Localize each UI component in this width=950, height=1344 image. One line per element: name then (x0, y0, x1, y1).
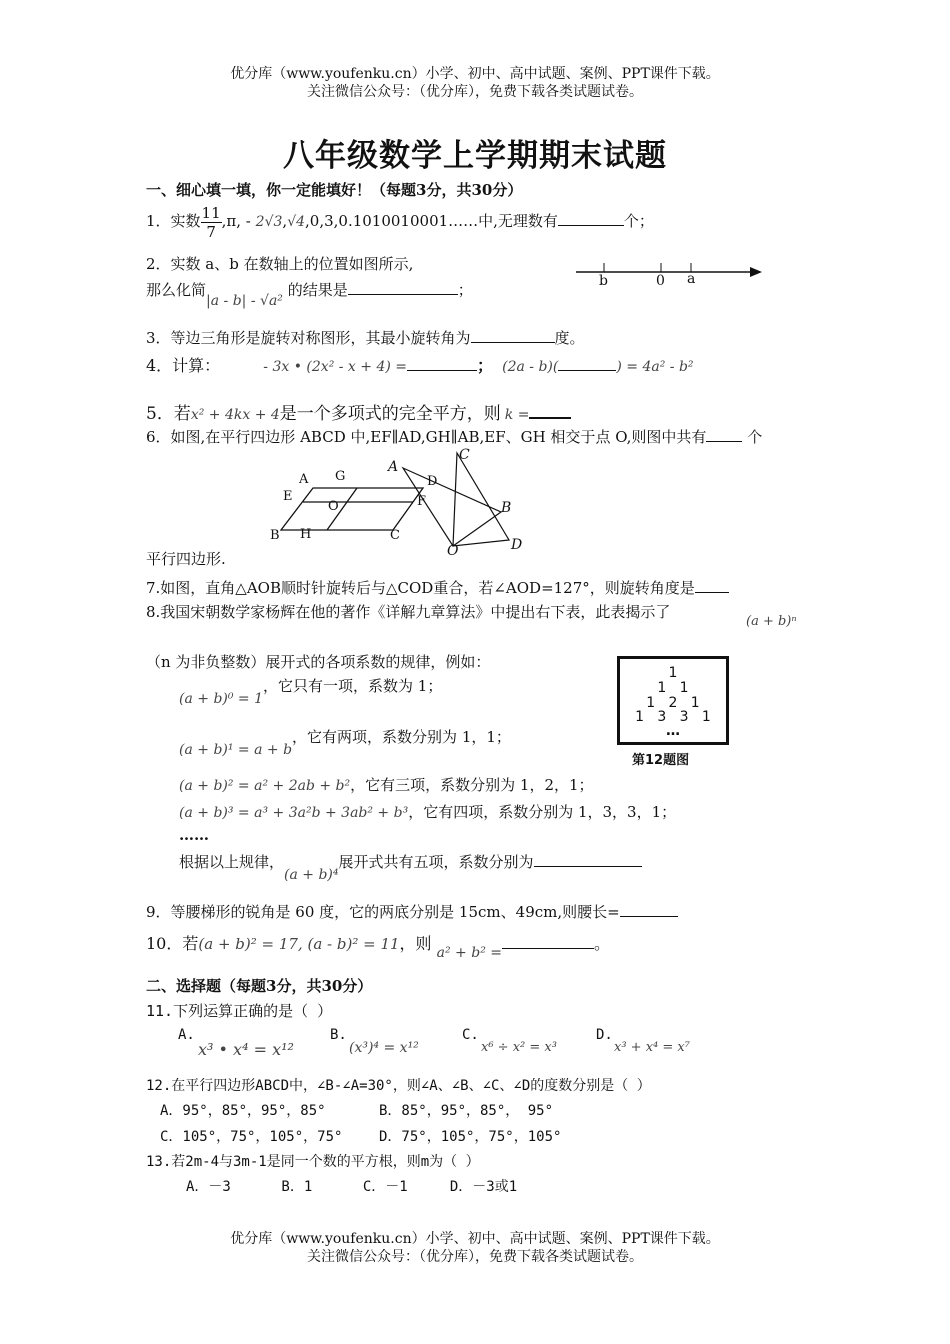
q11-option-b-label: B. (330, 1027, 347, 1043)
question-7: 7.如图，直角△AOB顺时针旋转后与△COD重合，若∠AOD=127°，则旋转角度是 (146, 577, 729, 598)
q12-option-b[interactable]: B．85°，95°，85°， 95° (379, 1103, 554, 1119)
footer-line-1: 优分库（www.youfenku.cn）小学、初中、高中试题、案例、PPT课件下载。 (230, 1231, 720, 1247)
figure12-caption: 第12题图 (632, 753, 690, 768)
question-2-line1: 2．实数 a、b 在数轴上的位置如图所示, (146, 255, 414, 273)
fig6-label-G: G (335, 469, 346, 484)
fig6-label-E: E (283, 489, 293, 504)
header-line-2: 关注微信公众号：（优分库），免费下载各类试题试卷。 (307, 84, 643, 100)
triangle-row-4: 1 3 3 1 (635, 709, 711, 725)
fig6-label-F: F (417, 494, 427, 509)
answer-blank-7[interactable] (695, 578, 729, 593)
q8-example-1: (a + b)¹ = a + b，它有两项，系数分别为 1，1； (179, 728, 511, 758)
question-6: 6．如图,在平行四边形 ABCD 中,EF∥AD,GH∥AB,EF、GH 相交于点 O,则图中共有 个 (146, 428, 763, 446)
question-10: 10．若(a + b)² = 17, (a - b)² = 11，则 a² + b² = 。 (146, 934, 611, 961)
triangle-aob (403, 468, 501, 546)
q11-option-d-label: D. (596, 1027, 613, 1043)
q11-option-c-label: C. (462, 1027, 479, 1043)
question-13: 13.若2m-4与3m-1是同一个数的平方根，则m为（ ） (146, 1154, 480, 1170)
answer-blank-8[interactable] (534, 852, 642, 867)
question-3: 3．等边三角形是旋转对称图形，其最小旋转角为 度。 (146, 329, 585, 347)
fig7-label-D: D (511, 537, 523, 553)
footer-line-2: 关注微信公众号：（优分库），免费下载各类试题试卷。 (307, 1249, 643, 1265)
question-11: 11.下列运算正确的是（ ） (146, 1002, 333, 1020)
triangle-row-1: 1 (668, 665, 678, 681)
q8-rule: 根据以上规律，(a + b)⁴展开式共有五项，系数分别为 (179, 851, 642, 883)
answer-blank-5[interactable] (529, 403, 571, 419)
question-8-line2: （n 为非负整数）展开式的各项系数的规律，例如： (146, 653, 491, 671)
fig6-label-H: H (300, 527, 312, 542)
yanghui-triangle-figure (617, 656, 729, 745)
q12-option-a[interactable]: A．95°，85°，95°，85° (160, 1103, 326, 1119)
answer-blank-6[interactable] (706, 427, 742, 442)
question-12: 12.在平行四边形ABCD中，∠B-∠A=30°，则∠A、∠B、∠C、∠D的度数分别是（ ） (146, 1078, 651, 1094)
header-line-1: 优分库（www.youfenku.cn）小学、初中、高中试题、案例、PPT课件下载。 (230, 66, 720, 82)
answer-blank-10[interactable] (502, 940, 594, 949)
q11-option-c[interactable]: x⁶ ÷ x² = x³ (481, 1040, 557, 1055)
answer-blank-4a[interactable] (407, 356, 477, 371)
q13-options[interactable]: A．－3 B．1 C．－1 D．－3或1 (186, 1179, 518, 1195)
triangle-row-2: 1 1 (657, 680, 689, 696)
q8-example-3: (a + b)³ = a³ + 3a²b + 3ab² + b³，它有四项，系数分别为 1，3，3，1； (179, 803, 677, 821)
number-line-label-b: b (599, 273, 608, 289)
answer-blank-3[interactable] (471, 328, 555, 343)
page-title: 八年级数学上学期期末试题 (283, 138, 667, 174)
triangle-row-3: 1 2 1 (646, 695, 700, 711)
question-6-tail: 平行四边形. (146, 550, 226, 568)
fig6-label-B: B (270, 528, 280, 543)
fig6-label-O: O (328, 499, 339, 514)
expr-a-plus-b-n: (a + b)ⁿ (746, 614, 797, 629)
triangle-row-5: … (666, 723, 680, 739)
number-line-arrow (750, 267, 762, 277)
answer-blank-2[interactable] (348, 280, 458, 295)
fig7-label-C: C (459, 447, 470, 463)
question-4: 4．计算： - 3x • (2x² - x + 4) = ； (2a - b)( ) = 4a² - b² (146, 356, 694, 375)
section1-heading: 一、细心填一填，你一定能填好！（每题3分，共30分） (146, 181, 523, 199)
question-8-line1: 8.我国宋朝数学家杨辉在他的著作《详解九章算法》中提出右下表，此表揭示了 (146, 603, 671, 621)
fig6-label-A: A (299, 472, 309, 487)
q12-option-c[interactable]: C．105°，75°，105°，75° (160, 1129, 343, 1145)
question-2-line2: 那么化简|a - b| - √a² 的结果是 ； (146, 281, 473, 309)
fig6-label-C: C (390, 528, 400, 543)
q11-option-a-label: A. (178, 1027, 195, 1043)
section2-heading: 二、选择题（每题3分，共30分） (146, 977, 373, 995)
q8-example-0: (a + b)⁰ = 1，它只有一项，系数为 1； (179, 677, 443, 707)
question-1: 1．实数 $\frac{11}{7}$ ,π, - 2√3,√4,0,3,0.1010010001……中,无理数有 个； (146, 203, 654, 241)
number-line-label-a: a (687, 271, 696, 287)
number-line-label-0: 0 (656, 273, 665, 289)
q11-option-a[interactable]: x³ • x⁴ = x¹² (198, 1040, 294, 1059)
fig6-label-D: D (427, 474, 438, 489)
q8-example-2: (a + b)² = a² + 2ab + b²，它有三项，系数分别为 1，2，1； (179, 776, 594, 794)
answer-blank-1[interactable] (558, 211, 624, 226)
answer-blank-9[interactable] (620, 902, 678, 917)
q11-option-b[interactable]: (x³)⁴ = x¹² (349, 1040, 419, 1056)
fig7-label-B: B (501, 500, 512, 516)
fraction-11-7: $\frac{11}{7}$ (201, 203, 221, 241)
q12-option-d[interactable]: D．75°，105°，75°，105° (379, 1129, 562, 1145)
answer-blank-4b[interactable] (558, 356, 616, 371)
question-9: 9．等腰梯形的锐角是 60 度，它的两底分别是 15cm、49cm,则腰长= (146, 901, 678, 922)
q8-ellipsis: …… (179, 826, 209, 844)
q11-option-d[interactable]: x³ + x⁴ = x⁷ (614, 1040, 690, 1055)
fig7-label-O: O (447, 543, 459, 559)
question-5: 5．若x² + 4kx + 4是一个多项式的完全平方，则 k = (146, 399, 571, 424)
fig7-label-A: A (388, 459, 399, 475)
